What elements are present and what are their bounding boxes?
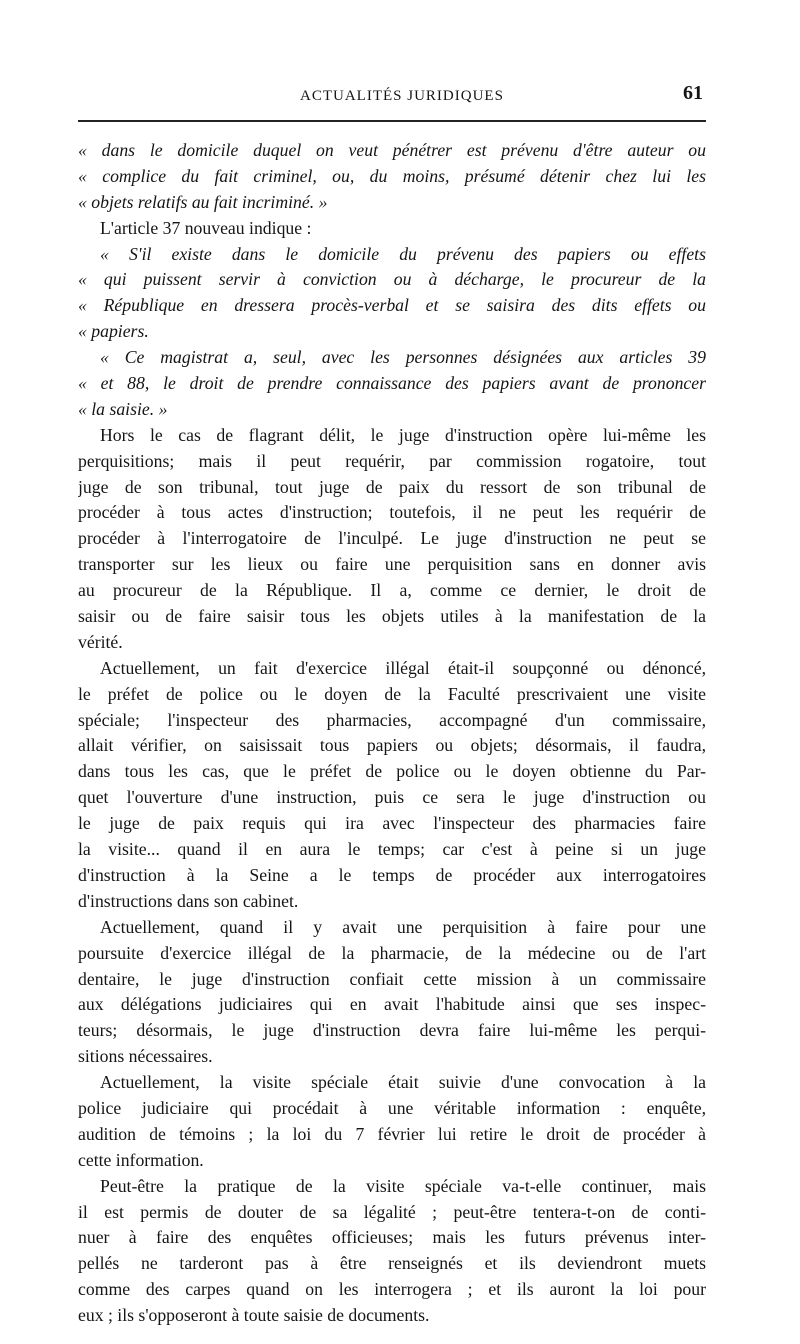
header-rule bbox=[78, 120, 706, 122]
text-line: « qui puissent servir à conviction ou à décharge, le procureur de la bbox=[78, 269, 706, 290]
text-line: le préfet de police ou le doyen de la Faculté prescrivaient une visite bbox=[78, 683, 706, 704]
text-line: spéciale; l'inspecteur des pharmacies, accompagné d'un commissaire, bbox=[78, 709, 706, 730]
text-line: « République en dressera procès-verbal et se saisira des dits effets ou bbox=[78, 295, 706, 316]
text-line: cette information. bbox=[78, 1149, 204, 1170]
page-number: 61 bbox=[683, 82, 703, 104]
text-line: nuer à faire des enquêtes officieuses; mais les futurs prévenus inter- bbox=[78, 1227, 706, 1248]
text-line: « objets relatifs au fait incriminé. » bbox=[78, 191, 328, 212]
text-line: d'instruction à la Seine a le temps de procéder aux interrogatoires bbox=[78, 864, 706, 885]
text-line: L'article 37 nouveau indique : bbox=[100, 217, 312, 238]
text-line: il est permis de douter de sa légalité ; peut-être tentera-t-on de conti- bbox=[78, 1201, 706, 1222]
text-line: transporter sur les lieux ou faire une perquisition sans en donner avis bbox=[78, 554, 706, 575]
text-line: poursuite d'exercice illégal de la pharmacie, de la médecine ou de l'art bbox=[78, 942, 706, 963]
text-line: allait vérifier, on saisissait tous papiers ou objets; désormais, il faudra, bbox=[78, 735, 706, 756]
text-line: eux ; ils s'opposeront à toute saisie de documents. bbox=[78, 1305, 430, 1326]
text-line: saisir ou de faire saisir tous les objets utiles à la manifestation de la bbox=[78, 606, 706, 627]
text-line: Actuellement, un fait d'exercice illégal était-il soupçonné ou dénoncé, bbox=[100, 657, 706, 678]
text-line: « complice du fait criminel, ou, du moins, présumé détenir chez lui les bbox=[78, 165, 706, 186]
text-line: la visite... quand il en aura le temps; car c'est à peine si un juge bbox=[78, 839, 706, 860]
text-line: Actuellement, quand il y avait une perquisition à faire pour une bbox=[100, 916, 706, 937]
text-line: audition de témoins ; la loi du 7 février lui retire le droit de procéder à bbox=[78, 1123, 706, 1144]
text-line: dans tous les cas, que le préfet de police ou le doyen obtienne du Par- bbox=[78, 761, 706, 782]
text-line: Peut-être la pratique de la visite spéciale va-t-elle continuer, mais bbox=[100, 1175, 706, 1196]
text-line: sitions nécessaires. bbox=[78, 1046, 213, 1067]
text-line: aux délégations judiciaires qui en avait l'habitude ainsi que ses inspec- bbox=[78, 994, 706, 1015]
text-line: vérité. bbox=[78, 631, 123, 652]
text-line: « papiers. bbox=[78, 321, 149, 342]
text-line: dentaire, le juge d'instruction confiait cette mission à un commissaire bbox=[78, 968, 706, 989]
text-line: juge de son tribunal, tout juge de paix du ressort de son tribunal de bbox=[78, 476, 706, 497]
text-line: procéder à tous actes d'instruction; toutefois, il ne peut les requérir de bbox=[78, 502, 706, 523]
text-line: « la saisie. » bbox=[78, 398, 168, 419]
text-line: « Ce magistrat a, seul, avec les personnes désignées aux articles 39 bbox=[100, 347, 706, 368]
text-line: Hors le cas de flagrant délit, le juge d'instruction opère lui-même les bbox=[100, 424, 706, 445]
text-line: « et 88, le droit de prendre connaissance des papiers avant de prononcer bbox=[78, 373, 706, 394]
text-line: « dans le domicile duquel on veut pénétrer est prévenu d'être auteur ou bbox=[78, 140, 706, 160]
body-text bbox=[78, 138, 706, 1329]
text-line: perquisitions; mais il peut requérir, par commission rogatoire, tout bbox=[78, 450, 706, 471]
text-line: le juge de paix requis qui ira avec l'inspecteur des pharmacies faire bbox=[78, 813, 706, 834]
text-line: quet l'ouverture d'une instruction, puis ce sera le juge d'instruction ou bbox=[78, 787, 706, 808]
text-line: au procureur de la République. Il a, comme ce dernier, le droit de bbox=[78, 580, 706, 601]
text-line: teurs; désormais, le juge d'instruction devra faire lui-même les perqui- bbox=[78, 1020, 706, 1041]
text-line: procéder à l'interrogatoire de l'inculpé. Le juge d'instruction ne peut se bbox=[78, 528, 706, 549]
running-head: ACTUALITÉS JURIDIQUES bbox=[300, 88, 504, 104]
text-line: police judiciaire qui procédait à une véritable information : enquête, bbox=[78, 1097, 706, 1118]
text-line: Actuellement, la visite spéciale était suivie d'une convocation à la bbox=[100, 1072, 706, 1093]
text-line: pellés ne tarderont pas à être renseignés et ils deviendront muets bbox=[78, 1253, 706, 1274]
text-line: « S'il existe dans le domicile du prévenu des papiers ou effets bbox=[100, 243, 706, 264]
text-line: d'instructions dans son cabinet. bbox=[78, 890, 299, 911]
text-line: comme des carpes quand on les interrogera ; et ils auront la loi pour bbox=[78, 1279, 706, 1300]
